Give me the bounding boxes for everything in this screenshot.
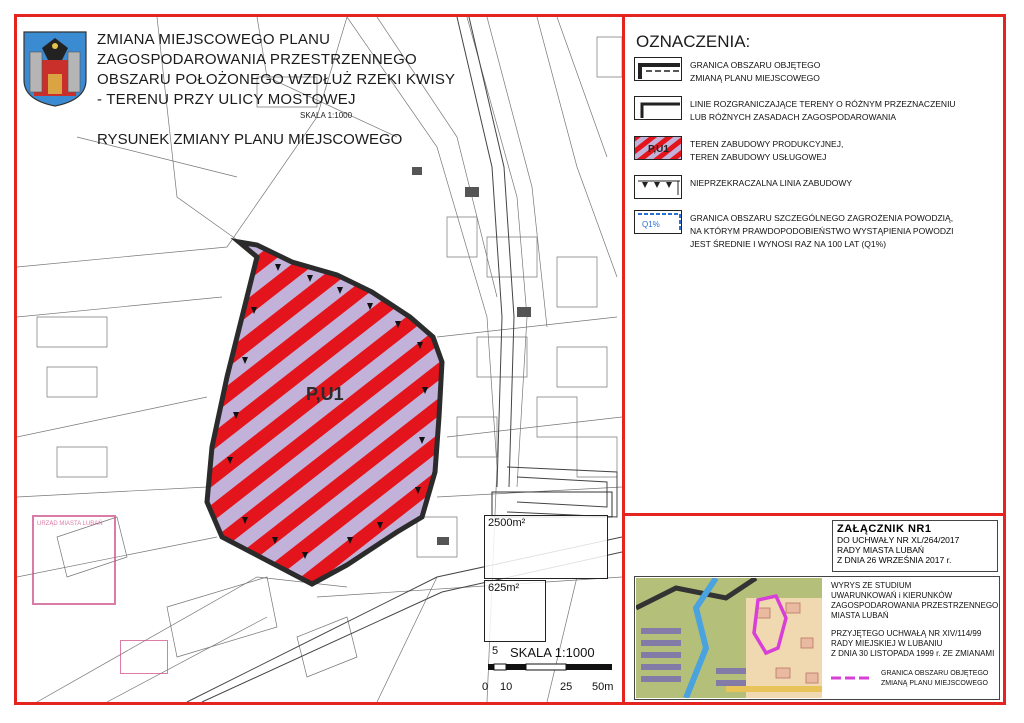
scale-tick-25: 25 — [560, 681, 573, 693]
study-boundary-icon — [831, 673, 871, 683]
frame-divider-horizontal — [622, 513, 1006, 516]
scale-label: SKALA 1:1000 — [510, 645, 595, 660]
area-box-625: 625m² — [484, 580, 546, 642]
scale-tick-5: 5 — [492, 645, 499, 657]
study-inset: WYRYS ZE STUDIUM UWARUNKOWAŃ i KIERUNKÓW ZAGOSPODAROWANIA PRZESTRZENNEGO MIASTA LUBAŃ PRZYJĘTEGO UCHWAŁĄ NR XIV/114/99 RADY MIEJSKIEJ W LUBANIU Z DNIA 30 LISTOPADA 1999 r. ZE ZMIANAMI GRANICA OBSZARU OBJĘTEGO ZMIANĄ PLANU MIEJSCOWEGO — [634, 576, 1000, 700]
legend-item-pu1-zone: P,U1 TEREN ZABUDOWY PRODUKCYJNEJ, TEREN ZABUDOWY USŁUGOWEJ — [634, 136, 1000, 176]
scale-bar — [488, 660, 616, 682]
svg-text:Q1%: Q1% — [642, 220, 660, 229]
scale-tick-10: 10 — [500, 681, 513, 693]
flood-zone-icon — [634, 210, 682, 234]
scale-tick-50: 50m — [592, 681, 614, 693]
legend-item-building-line: NIEPRZEKRACZALNA LINIA ZABUDOWY — [634, 175, 1000, 215]
legend-heading: OZNACZENIA: — [636, 32, 751, 51]
official-stamp: URZĄD MIASTA LUBAŃ — [32, 515, 116, 605]
zone-label: P,U1 — [306, 384, 344, 404]
dividing-line-icon — [634, 96, 682, 120]
annex-box: ZAŁĄCZNIK NR1 DO UCHWAŁY NR XL/264/2017 RADY MIASTA LUBAŃ Z DNIA 26 WRZEŚNIA 2017 r. — [832, 520, 998, 572]
building-line-icon — [634, 175, 682, 199]
plan-boundary-icon — [634, 57, 682, 81]
area-box-2500: 2500m² — [484, 515, 608, 579]
legend-item-plan-boundary: GRANICA OBSZARU OBJĘTEGO ZMIANĄ PLANU MIEJSCOWEGO — [634, 57, 1000, 97]
study-inset-map — [636, 578, 822, 698]
title-scale: SKALA 1:1000 — [300, 111, 353, 120]
pu1-hatch-icon — [634, 136, 682, 160]
svg-text:P,U1: P,U1 — [648, 144, 669, 155]
drawing-title: RYSUNEK ZMIANY PLANU MIEJSCOWEGO — [97, 131, 403, 148]
scale-tick-0: 0 — [482, 681, 489, 693]
frame-divider-vertical — [622, 14, 625, 705]
small-stamp — [120, 640, 168, 674]
legend-item-dividing-lines: LINIE ROZGRANICZAJĄCE TERENY O RÓŻNYM PRZEZNACZENIU LUB RÓŻNYCH ZASADACH ZAGOSPODAROWANIA — [634, 96, 1000, 136]
plan-title: ZMIANA MIEJSCOWEGO PLANU ZAGOSPODAROWANIA PRZESTRZENNEGO OBSZARU POŁOŻONEGO WZDŁUŻ RZEKI KWISY - TERENU PRZY ULICY MOSTOWEJ — [97, 31, 456, 108]
legend-item-flood-zone: Q1% GRANICA OBSZARU SZCZEGÓLNEGO ZAGROŻENIA POWODZIĄ, NA KTÓRYM PRAWDOPODOBIEŃSTWO WYSTĄPIENIA POWODZI JEST ŚREDNIE I WYNOSI RAZ NA 100 LAT (Q1%) — [634, 210, 1000, 262]
coat-of-arms-icon — [22, 30, 88, 108]
